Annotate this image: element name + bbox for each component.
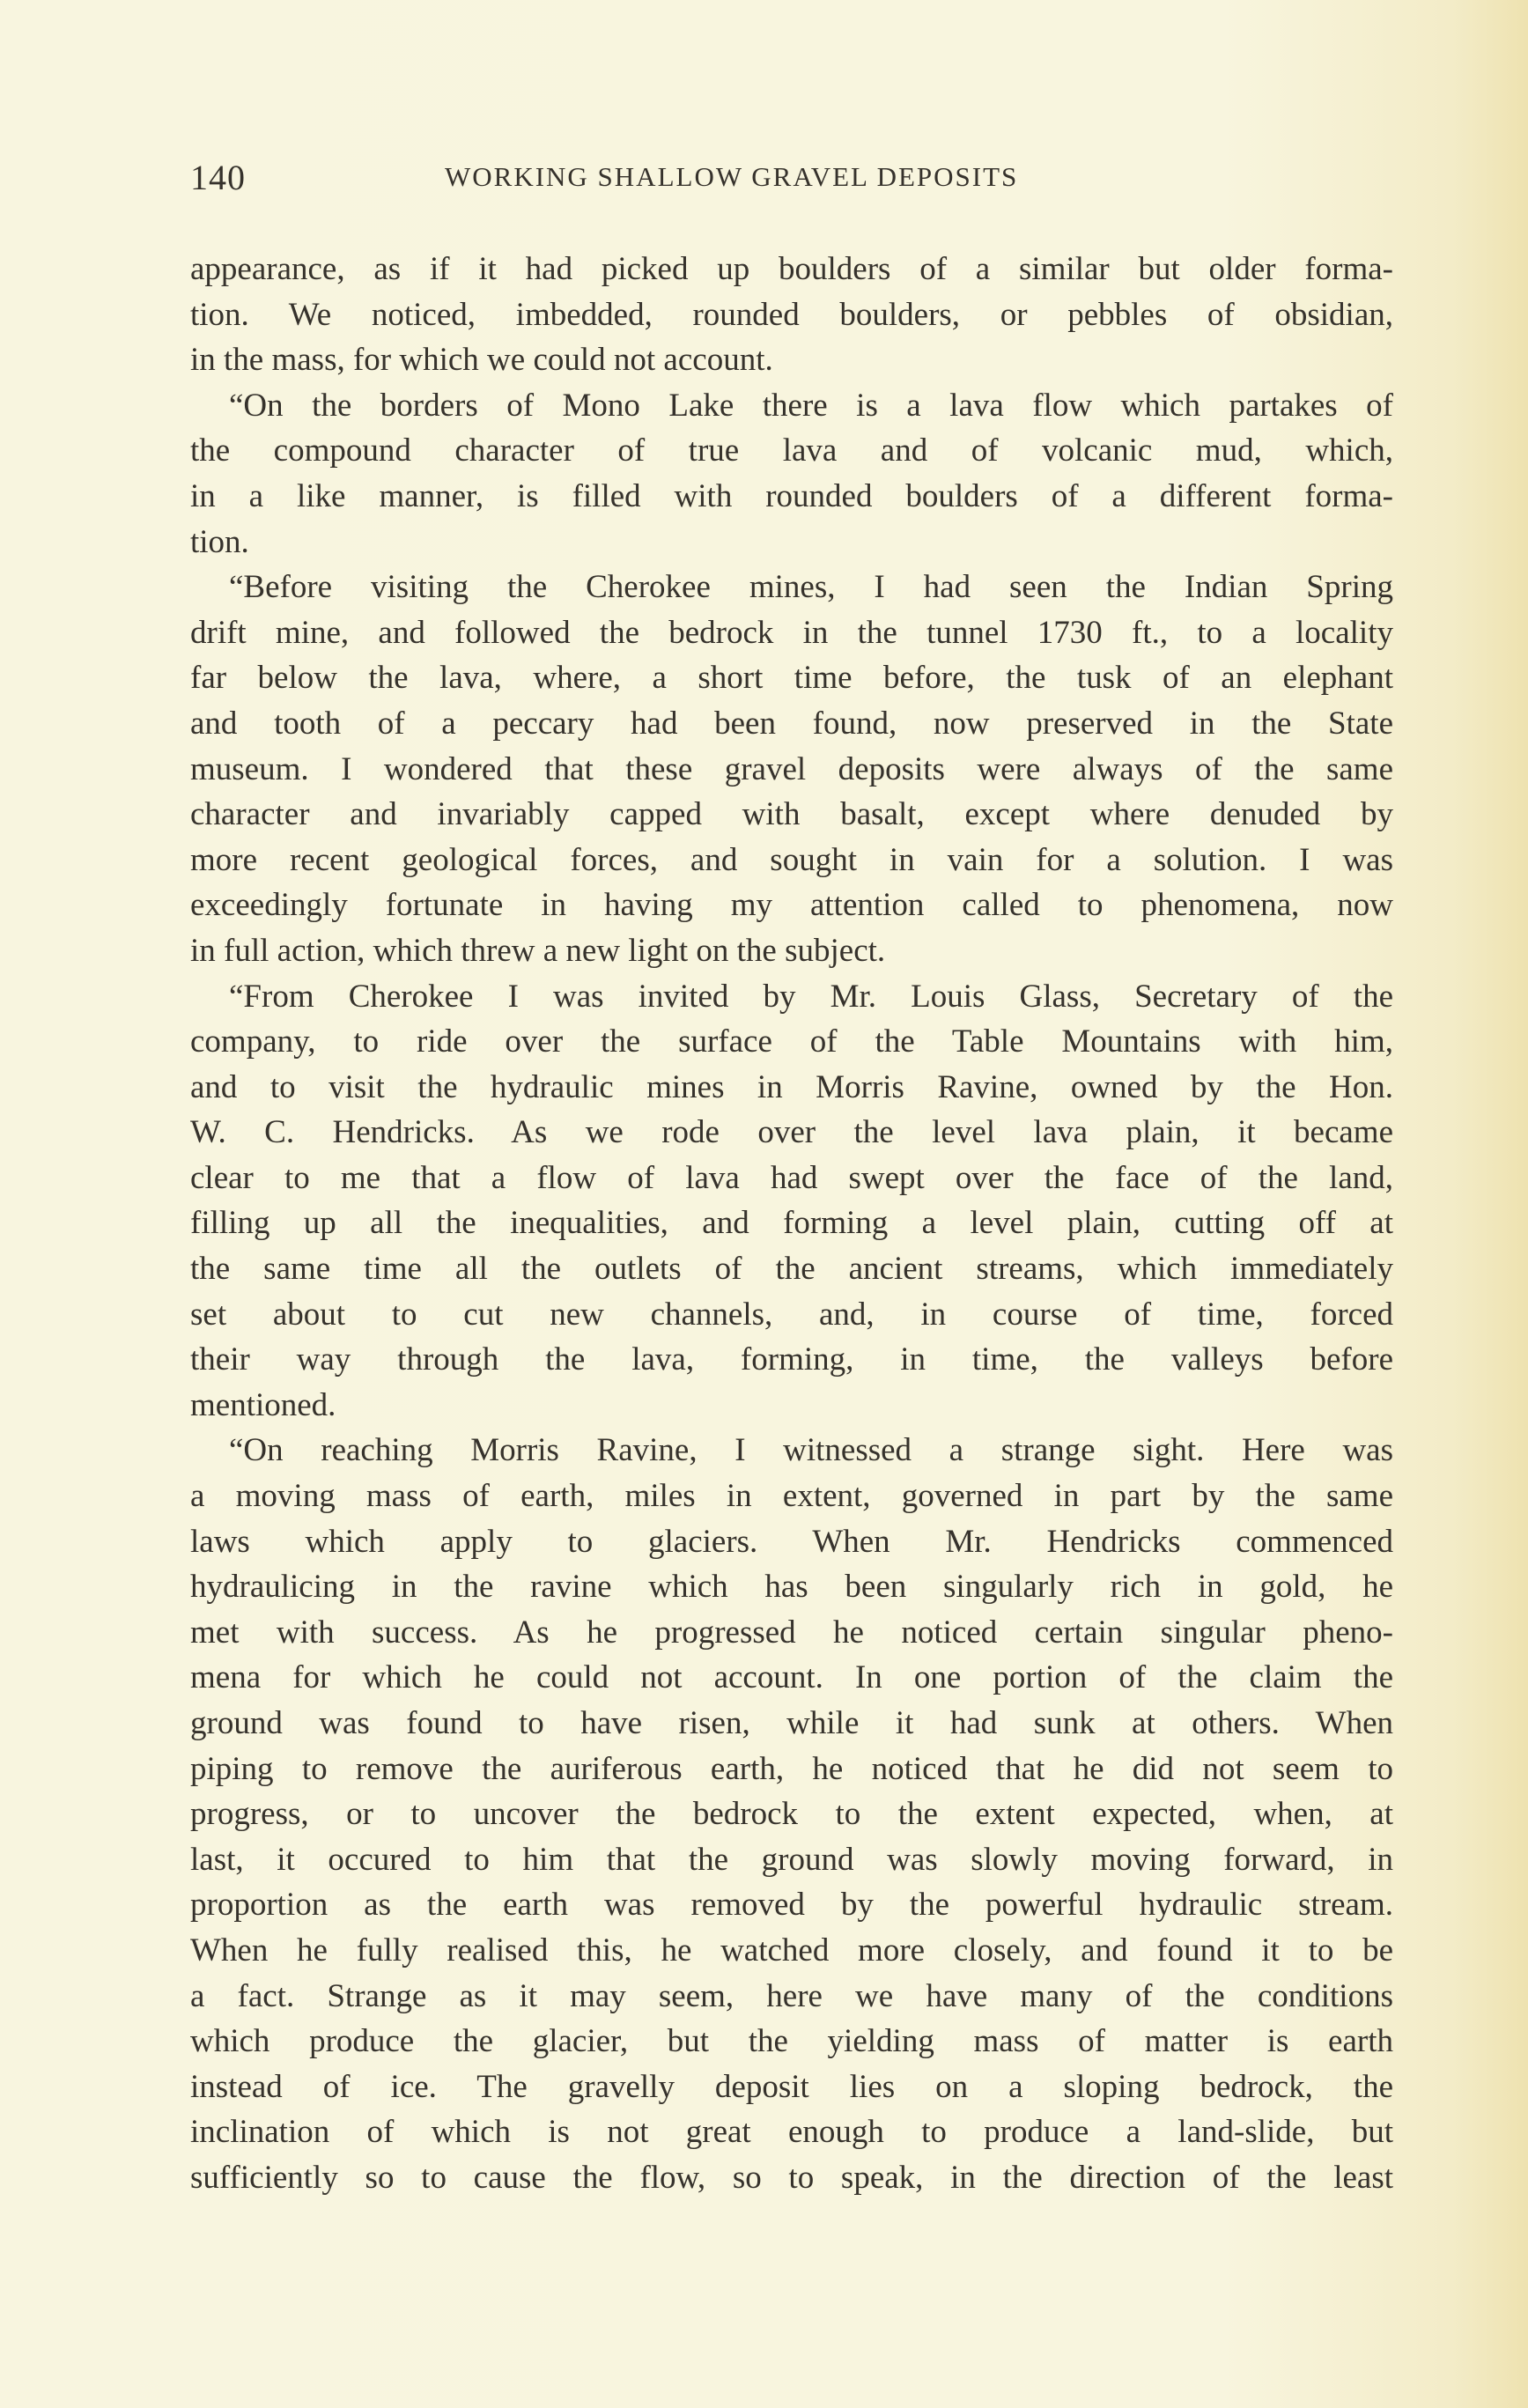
text-line: a fact. Strange as it may seem, here we have many of the conditions [190, 1977, 1393, 2014]
text-line: company, to ride over the surface of the Table Mountains with him, [190, 1023, 1393, 1060]
page-number: 140 [190, 158, 246, 197]
text-line: and to visit the hydraulic mines in Morris Ravine, owned by the Hon. [190, 1068, 1393, 1105]
text-line: “From Cherokee I was invited by Mr. Louis Glass, Secretary of the [229, 978, 1393, 1015]
text-line: mena for which he could not account. In one portion of the claim the [190, 1659, 1393, 1696]
text-line: proportion as the earth was removed by the powerful hydraulic stream. [190, 1887, 1393, 1924]
text-line: met with success. As he progressed he noticed certain singular pheno- [190, 1614, 1393, 1651]
text-line: ground was found to have risen, while it had sunk at others. When [190, 1705, 1393, 1741]
text-line: “On the borders of Mono Lake there is a lava flow which partakes of [229, 387, 1393, 424]
text-line: instead of ice. The gravelly deposit lies on a sloping bedrock, the [190, 2068, 1393, 2105]
text-line: their way through the lava, forming, in time, the valleys before [190, 1341, 1393, 1378]
text-line: museum. I wondered that these gravel deposits were always of the same [190, 750, 1393, 787]
text-line: “Before visiting the Cherokee mines, I had seen the Indian Spring [229, 569, 1393, 606]
text-line: clear to me that a flow of lava had swept over the face of the land, [190, 1159, 1393, 1196]
text-line: progress, or to uncover the bedrock to the extent expected, when, at [190, 1796, 1393, 1833]
text-line: appearance, as if it had picked up boulders of a similar but older forma- [190, 251, 1393, 287]
text-line: character and invariably capped with basalt, except where denuded by [190, 796, 1393, 833]
text-line: tion. [190, 523, 249, 560]
text-line: in full action, which threw a new light on the subject. [190, 932, 886, 969]
text-line: the compound character of true lava and of volcanic mud, which, [190, 432, 1393, 469]
text-line: more recent geological forces, and sought in vain for a solution. I was [190, 841, 1393, 878]
text-line: in the mass, for which we could not account. [190, 342, 773, 379]
text-line: the same time all the outlets of the ancient streams, which immediately [190, 1251, 1393, 1288]
text-line: hydraulicing in the ravine which has been singularly rich in gold, he [190, 1569, 1393, 1606]
text-line: a moving mass of earth, miles in extent, governed in part by the same [190, 1478, 1393, 1515]
text-line: far below the lava, where, a short time before, the tusk of an elephant [190, 660, 1393, 697]
text-line: piping to remove the auriferous earth, he noticed that he did not seem to [190, 1750, 1393, 1787]
text-line: which produce the glacier, but the yielding mass of matter is earth [190, 2023, 1393, 2060]
text-line: When he fully realised this, he watched more closely, and found it to be [190, 1932, 1393, 1969]
text-line: last, it occured to him that the ground was slowly moving forward, in [190, 1841, 1393, 1878]
text-line: mentioned. [190, 1386, 336, 1423]
text-line: filling up all the inequalities, and forming a level plain, cutting off at [190, 1205, 1393, 1242]
text-line: and tooth of a peccary had been found, now preserved in the State [190, 705, 1393, 742]
text-line: set about to cut new channels, and, in course of time, forced [190, 1296, 1393, 1333]
text-line: exceedingly fortunate in having my attention called to phenomena, now [190, 887, 1393, 924]
text-line: sufficiently so to cause the flow, so to speak, in the direction of the least [190, 2159, 1393, 2196]
text-line: laws which apply to glaciers. When Mr. Hendricks commenced [190, 1523, 1393, 1560]
text-line: tion. We noticed, imbedded, rounded boulders, or pebbles of obsidian, [190, 296, 1393, 333]
running-title: WORKING SHALLOW GRAVEL DEPOSITS [445, 161, 1019, 192]
text-line: inclination of which is not great enough to produce a land-slide, but [190, 2114, 1393, 2151]
text-line: “On reaching Morris Ravine, I witnessed a strange sight. Here was [229, 1432, 1393, 1469]
text-line: W. C. Hendricks. As we rode over the level lava plain, it became [190, 1114, 1393, 1151]
text-line: drift mine, and followed the bedrock in the tunnel 1730 ft., to a locality [190, 614, 1393, 651]
text-line: in a like manner, is filled with rounded boulders of a different forma- [190, 477, 1393, 514]
body-text [190, 247, 1393, 2201]
